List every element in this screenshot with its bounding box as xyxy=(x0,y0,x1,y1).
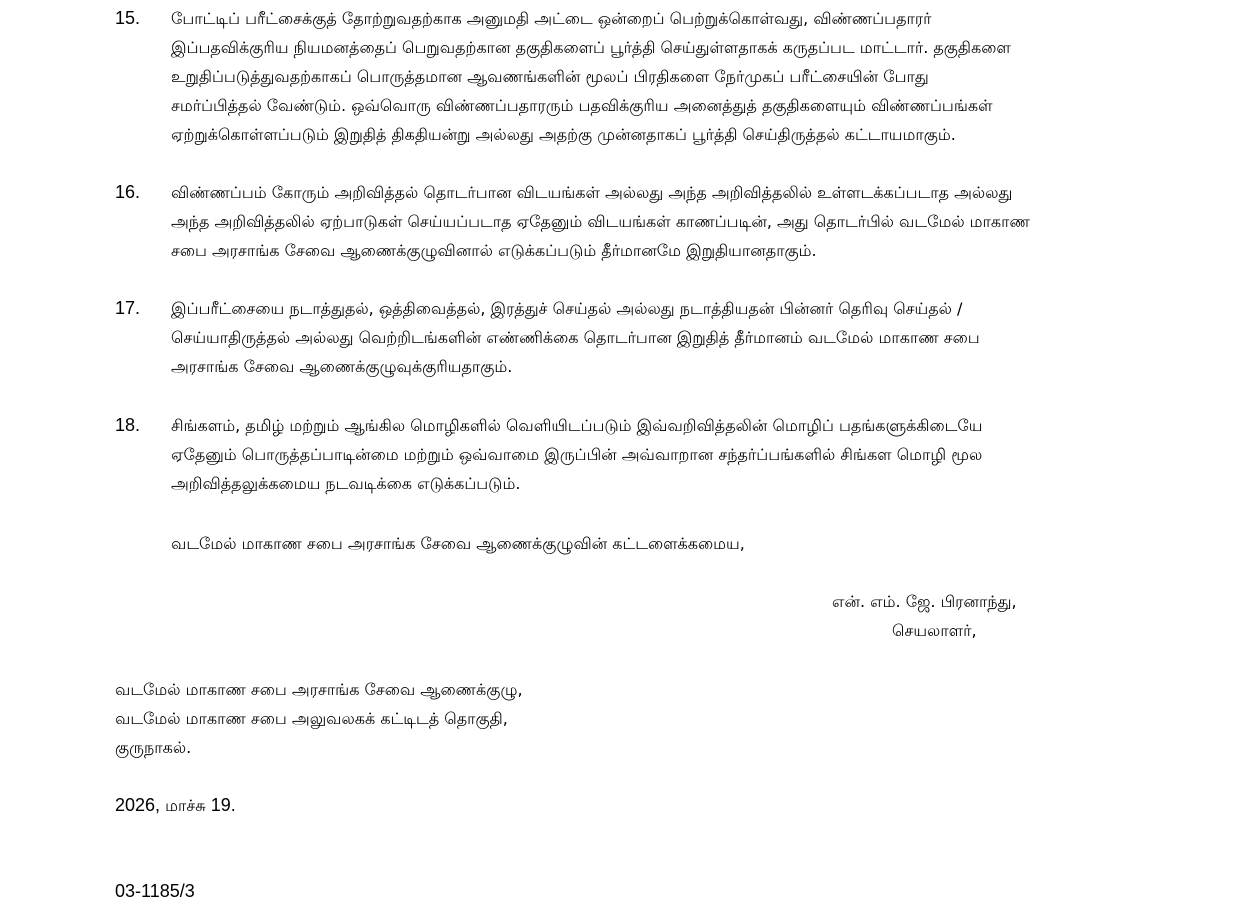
clause-line: ஏற்றுக்கொள்ளப்படும் இறுதித் திகதியன்று அல்லது அதற்கு முன்னதாகப் பூர்த்தி செய்திருத்தல் கட்டாயமாகும். xyxy=(171,125,956,144)
clause-text xyxy=(171,178,1142,265)
signatory-title: செயலாளர், xyxy=(892,621,977,640)
clause-line: அந்த அறிவித்தலில் ஏற்பாடுகள் செய்யப்படாத ஏதேனும் விடயங்கள் காணப்படின், அது தொடர்பில் வடமேல் மாகாண xyxy=(171,212,1030,231)
clause-line: அறிவித்தலுக்கமைய நடவடிக்கை எடுக்கப்படும். xyxy=(171,474,521,493)
clause-line: போட்டிப் பரீட்சைக்குத் தோற்றுவதற்காக அனுமதி அட்டை ஒன்றைப் பெற்றுக்கொள்வது, விண்ணப்பதாரர் xyxy=(171,9,932,28)
address-line: குருநாகல். xyxy=(115,738,192,757)
clause-line: சிங்களம், தமிழ் மற்றும் ஆங்கில மொழிகளில் வெளியிடப்படும் இவ்வறிவித்தலின் மொழிப் பதங்களுக்கிடையே xyxy=(171,416,983,435)
clause-line: ஏதேனும் பொருத்தப்பாடின்மை மற்றும் ஒவ்வாமை இருப்பின் அவ்வாறான சந்தர்ப்பங்களில் சிங்கள மொழி மூல xyxy=(171,445,983,464)
address-line: வடமேல் மாகாண சபை அரசாங்க சேவை ஆணைக்குழு, xyxy=(115,680,523,699)
clause-number: 16. xyxy=(115,182,141,202)
signatory-name: என். எம். ஜே. பிரனாந்து, xyxy=(832,592,1017,611)
clause-number: 15. xyxy=(115,8,141,28)
date-day: 19. xyxy=(210,795,236,815)
clause-line: இப்பதவிக்குரிய நியமனத்தைப் பெறுவதற்கான தகுதிகளைப் பூர்த்தி செய்துள்ளதாகக் கருதப்பட மாட்டார். தகுதிகளை xyxy=(171,38,1011,57)
document-date xyxy=(115,791,236,820)
clause-text xyxy=(171,4,1142,149)
clause-line: விண்ணப்பம் கோரும் அறிவித்தல் தொடர்பான விடயங்கள் அல்லது அந்த அறிவித்தலில் உள்ளடக்கப்படாத அல்லது xyxy=(171,183,1013,202)
clause-text xyxy=(171,411,1142,498)
address-block xyxy=(115,675,523,762)
date-year: 2026, xyxy=(115,795,161,815)
clause-line: உறுதிப்படுத்துவதற்காகப் பொருத்தமான ஆவணங்களின் மூலப் பிரதிகளை நேர்முகப் பரீட்சையின் போது xyxy=(171,67,929,86)
clause-number: 18. xyxy=(115,415,141,435)
reference-number: 03-1185/3 xyxy=(115,881,195,901)
clause-text xyxy=(171,294,1142,381)
clause-line: சபை அரசாங்க சேவை ஆணைக்குழுவினால் எடுக்கப்படும் தீர்மானமே இறுதியானதாகும். xyxy=(171,241,817,260)
clause-line: செய்யாதிருத்தல் அல்லது வெற்றிடங்களின் எண்ணிக்கை தொடர்பான இறுதித் தீர்மானம் வடமேல் மாகாண சபை xyxy=(171,328,980,347)
clause-line: இப்பரீட்சையை நடாத்துதல், ஒத்திவைத்தல், இரத்துச் செய்தல் அல்லது நடாத்தியதன் பின்னர் தெரிவு செய்தல் / xyxy=(171,299,963,318)
address-line: வடமேல் மாகாண சபை அலுவலகக் கட்டிடத் தொகுதி, xyxy=(115,709,508,728)
closing-statement: வடமேல் மாகாண சபை அரசாங்க சேவை ஆணைக்குழுவின் கட்டளைக்கமைய, xyxy=(171,534,745,553)
date-month: மாச்சு xyxy=(160,796,211,815)
clause-line: சமர்ப்பித்தல் வேண்டும். ஒவ்வொரு விண்ணப்பதாரரும் பதவிக்குரிய அனைத்துத் தகுதிகளையும் விண்ணப்பங்கள் xyxy=(171,96,993,115)
clause-number: 17. xyxy=(115,298,141,318)
clause-line: அரசாங்க சேவை ஆணைக்குழுவுக்குரியதாகும். xyxy=(171,357,513,376)
